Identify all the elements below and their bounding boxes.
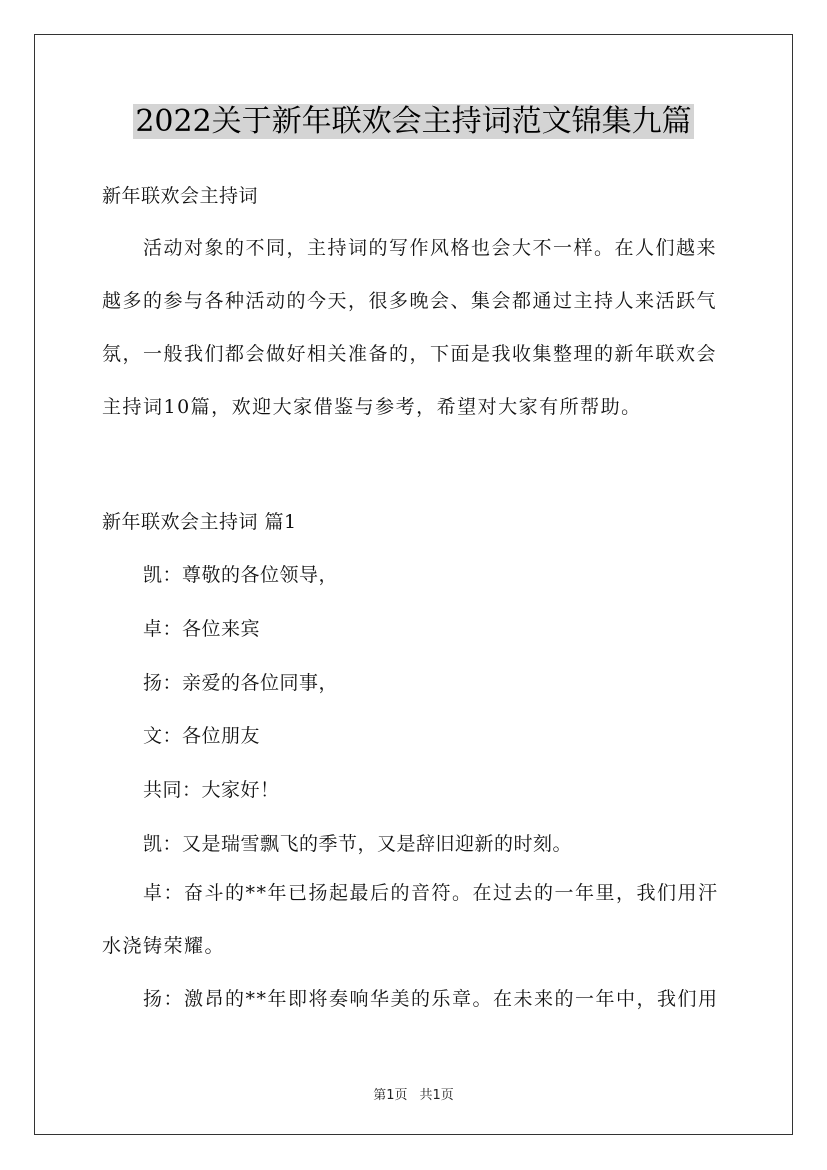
part-heading: 新年联欢会主持词 篇1 [102, 511, 297, 533]
intro-line: 氛，一般我们都会做好相关准备的，下面是我收集整理的新年联欢会 [102, 343, 718, 365]
section-heading: 新年联欢会主持词 [102, 185, 259, 207]
tail-paragraph [102, 867, 732, 1026]
tail-line: 卓：奋斗的**年已扬起最后的音符。在过去的一年里，我们用汗 [102, 882, 719, 904]
tail-line: 扬：激昂的**年即将奏响华美的乐章。在未来的一年中，我们用 [102, 988, 719, 1010]
document-title-text: 2022关于新年联欢会主持词范文锦集九篇 [135, 104, 692, 139]
dialogue-line: 文：各位朋友 [143, 725, 261, 747]
page-total: 共1页 [419, 1088, 454, 1103]
intro-paragraph [102, 222, 732, 434]
page-footer [0, 1084, 827, 1103]
dialogue-line: 凯：尊敬的各位领导， [143, 564, 339, 586]
dialogue-line: 共同：大家好！ [143, 779, 280, 801]
dialogue-line: 扬：亲爱的各位同事， [143, 672, 339, 694]
dialogue-line: 卓：各位来宾 [143, 618, 261, 640]
intro-line: 主持词10篇，欢迎大家借鉴与参考，希望对大家有所帮助。 [102, 396, 642, 418]
intro-line: 越多的参与各种活动的今天，很多晚会、集会都通过主持人来活跃气 [102, 290, 718, 312]
document-title [0, 100, 827, 144]
tail-line: 水浇铸荣耀。 [102, 935, 226, 957]
dialogue-line: 凯：又是瑞雪飘飞的季节，又是辞旧迎新的时刻。 [143, 833, 573, 855]
page-number: 第1页 [373, 1088, 408, 1103]
intro-line: 活动对象的不同，主持词的写作风格也会大不一样。在人们越来 [102, 237, 718, 259]
